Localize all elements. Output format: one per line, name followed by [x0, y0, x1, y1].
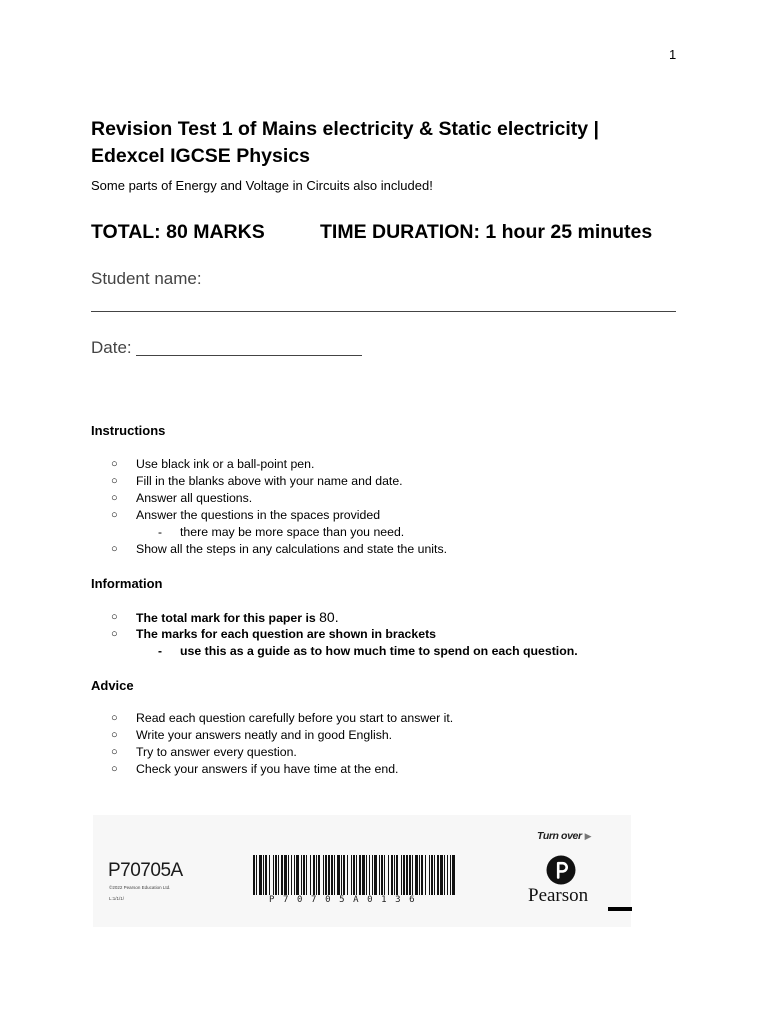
advice-heading: Advice [91, 678, 134, 693]
title-line-2: Edexcel IGCSE Physics [91, 145, 310, 167]
information-heading: Information [91, 576, 163, 591]
page-number: 1 [669, 47, 677, 62]
list-item: ○ Check your answers if you have time at the end. [111, 762, 399, 776]
list-item: ○ Answer the questions in the spaces provided [111, 508, 381, 522]
pearson-logo-icon [546, 855, 576, 885]
list-item: ○ The marks for each question are shown in brackets [111, 627, 437, 641]
bullet-icon: ○ [111, 492, 118, 504]
advice-list [110, 710, 453, 778]
arrow-right-icon: ▶ [584, 831, 592, 841]
copyright-text: ©2022 Pearson Education Ltd. [109, 885, 171, 890]
bullet-icon: ○ [111, 628, 118, 640]
time-duration: TIME DURATION: 1 hour 25 minutes [320, 221, 653, 243]
document-title [91, 116, 691, 170]
sub-list-item: - there may be more space than you need. [158, 525, 405, 539]
footer-band [93, 815, 631, 927]
list-item: ○ Show all the steps in any calculations and state the units. [111, 542, 448, 556]
black-bar [608, 907, 632, 911]
small-code: L:1/1/1/ [109, 896, 125, 901]
pearson-wordmark: Pearson [528, 885, 589, 906]
list-item: ○ Use black ink or a ball-point pen. [111, 457, 315, 471]
total-marks: TOTAL: 80 MARKS [91, 221, 265, 243]
bullet-icon: ○ [111, 729, 118, 741]
sub-list-item: - use this as a guide as to how much time to spend on each question. [158, 644, 578, 658]
student-name-label: Student name: [91, 269, 202, 288]
student-name-field[interactable] [91, 311, 676, 312]
subtitle: Some parts of Energy and Voltage in Circuits also included! [91, 178, 433, 193]
list-item: ○ Read each question carefully before you start to answer it. [111, 711, 454, 725]
bullet-icon: ○ [111, 746, 118, 758]
list-item: ○ Write your answers neatly and in good English. [111, 728, 393, 742]
information-list [110, 609, 578, 660]
list-item: ○ Try to answer every question. [111, 745, 297, 759]
bullet-icon: ○ [111, 543, 118, 555]
date-field[interactable] [136, 355, 362, 356]
bullet-icon: ○ [111, 712, 118, 724]
turn-over-label: Turn over ▶ [537, 830, 592, 842]
instructions-heading: Instructions [91, 423, 166, 438]
date-label: Date: [91, 338, 132, 357]
instructions-list [110, 456, 447, 558]
bullet-icon: ○ [111, 763, 118, 775]
list-item: ○ The total mark for this paper is 80. [111, 609, 339, 625]
total-mark-value: 80. [319, 609, 339, 625]
barcode-text: P70705A0136 [269, 895, 424, 905]
title-line-1: Revision Test 1 of Mains electricity & Static electricity | [91, 118, 599, 140]
bullet-icon: ○ [111, 475, 118, 487]
bullet-icon: ○ [111, 458, 118, 470]
bullet-icon: ○ [111, 611, 118, 623]
dash-icon: - [158, 525, 162, 539]
paper-code: P70705A [108, 860, 183, 881]
dash-icon: - [158, 644, 162, 658]
barcode-icon [253, 855, 455, 895]
bullet-icon: ○ [111, 509, 118, 521]
list-item: ○ Fill in the blanks above with your name and date. [111, 474, 403, 488]
list-item: ○ Answer all questions. [111, 491, 253, 505]
